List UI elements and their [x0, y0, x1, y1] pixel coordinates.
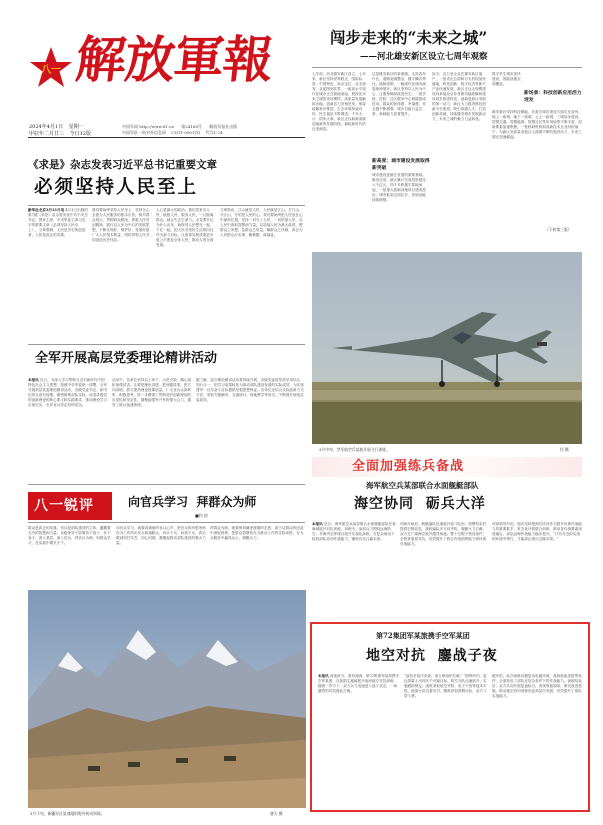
theory-byline: 本报讯	[28, 378, 39, 382]
army-body-col3: 据介绍，此次演练设置复杂电磁环境、夜间低能见度等条件，全面检验了部队在复杂条件下的作战能力。演练结束后，双方共同开展复盘检讨，查找短板弱项，研究改进措施，推动地空协同训练向更高层次发展，有效提升了部队实战能力。	[492, 674, 582, 698]
commentary-author: ■钧 宸	[195, 513, 209, 518]
lead-body-col4: 数字孪生城市加快建设，智能设施全面覆盖。	[492, 72, 521, 86]
commentary-body-col3: 拜群众为师，就要保持谦虚谨慎的态度，善于从群众的创造中汲取营养，把群众智慧转化为推动工作的实际举措，在为兵服务中赢得兵心、凝聚兵力。	[210, 526, 304, 540]
masthead-publisher: 解放军报社出版	[209, 124, 238, 129]
qiushi-dateline: 新华社北京3月31日电	[28, 208, 65, 212]
lead-continued: （下转第三版）	[545, 227, 572, 232]
qiushi-body-col4: 文章指出，江山就是人民，人民就是江山。打江山、守江山，守的是人民的心。我们要始终把人民放在心中最高位置，坚持一切为了人民、一切依靠人民，从人民中汲取智慧和力量，以造福人民为最大政绩，想群众之所想，急群众之所急，解群众之所难，真正为人民群众办实事、解难题、谋福祉。	[220, 208, 303, 237]
lead-body-col3: 如今，近万家企业在雄安新区落户，一批央企总部和分支机构加快落地，科技创新、数字经济等新兴产业快速发展，新区正从大规模建设向承接北京非首都功能疏解和建设同步推进转变。创新是新区发展的第一动力，新区大力推进科技创新平台建设，吸引高端人才，打造创新高地，持续激发城市发展新活力，未来之城的魅力日益彰显。	[432, 72, 486, 121]
lead-body-col1: 七年前，河北雄安新区设立。七年来，新区坚持世界眼光、国际标准、中国特色、高点定位，从无到有、从蓝图到实景，一座高水平现代化城市正在拔地而起，展现出未来之城的美好模样。高质量发展蹄疾步稳，创新活力竞相迸发，承接疏解有序推进，生态环境持续向好，民生福祉不断增进。千年大计、国家大事，新区正以崭新面貌迎接新的发展阶段，描绘新时代的壮美画卷。	[312, 72, 366, 131]
commentary-body-col2: 向官兵学习，就要真诚倾听官兵心声，把官兵的所思所盼作为工作的出发点和落脚点，问计于兵、问需于兵，真正做到同甘共苦、同心同德，凝聚起推动部队建设的强大力量。	[116, 526, 206, 545]
theory-body-col2: 活动中，各单位坚持以上率下、示范引领，精心组织备课试讲，注重把理论讲透、把问题讲准、把方向讲明，着力提高理论授课质量。广大官兵认真聆听、积极思考，进一步增强了贯彻党的创新理论的自觉性和坚定性，凝聚起强军兴军的强大合力，激发了练兵备战热情。	[112, 378, 192, 407]
masthead-lunar: 甲辰年二月廿三	[29, 131, 65, 137]
lead-title: 闯步走来的“未来之城”	[330, 28, 488, 47]
jet-caption: 3月中旬，空军航空兵某旅开展飞行训练。	[319, 447, 390, 452]
masthead	[0, 0, 305, 140]
masthead-code: 代号1-24	[205, 130, 223, 135]
masthead-date: 2024年4月1日	[29, 124, 64, 130]
lead-body-col2b: 城市建设是新区发展的重要基础。截至目前，新区累计完成投资超过六千亿元，四千多栋楼宇拔地而起，一批重大基础设施项目建成投用，城市框架全面拉开，发展动能持续增强。	[372, 173, 426, 202]
masthead-title: 解放軍報	[72, 30, 276, 89]
lead-body-col2: 这是雄安新区的新面貌。走进容东片区，道路宽阔整洁，楼宇鳞次栉比，绿树成荫，一幅现代化城市画卷徐徐展开。新区坚持以人民为中心，注重保障和改善民生，一批学校、医院、社区服务中心相继建成投用，群众的获得感、幸福感、安全感不断增强，城市功能日益完善，承载能力显著提升。	[372, 72, 426, 116]
navy-body-col3: 该部领导介绍，他们坚持把海空协同作为提升体系作战能力的重要抓手，常态化开展联合训练，推动各作战要素深度融合，部队远海作战能力稳步提升。“只有在近似实战的环境中摔打，才能真正练出过硬本领。”	[492, 522, 582, 541]
lead-subtitle: ——河北雄安新区设立七周年观察	[360, 52, 488, 62]
commentary-body-col1: 群众是真正的英雄。官兵是部队建设的主体，蕴藏着无穷的智慧和力量。各级领导干部要放下架子、扑下身子，深入基层、深入官兵，拜官兵为师，向群众学习，在实践中增长才干。	[28, 526, 111, 545]
commentary-label-text: 八一锐评	[34, 498, 94, 514]
qiushi-body-col2: 我们要始终坚持人民至上，坚持全心全意为人民服务的根本宗旨，树牢群众观点，贯彻群众路线，尊重人民首创精神，践行以人民为中心的发展思想，不断实现好、维护好、发展好最广大人民根本利益，团结带领人民共同创造历史伟业。	[92, 208, 150, 242]
navy-kicker: 海军航空兵某部联合水面舰艇部队	[366, 481, 479, 490]
navy-body-col1: 本报讯 近日，海军航空兵某部联合水面舰艇部队在某海域展开对抗训练。训练中，参训兵力围绕远海防空、对海突击等课目展开实战化演练，在复杂海况下检验部队协同作战能力，锤炼官兵打赢本领。	[312, 522, 396, 541]
qiushi-body-col1: 新华社北京3月31日电 4月1日出版的第7期《求是》杂志将发表中共中央总书记、国家主席、中央军委主席习近平的重要文章《必须坚持人民至上》。文章强调，人民是历史的创造者，人民是真正的英雄。	[28, 208, 88, 237]
army-byline: 本报讯	[318, 674, 329, 678]
army-kicker: 第72集团军某旅携手空军某团	[376, 631, 470, 640]
navy-body-col2: 训练开始后，舰艇编队迅速展开战斗队形，预警机实时提供空情信息，战机编队多方向突防，舰艇火力拦截，双方在广阔海空展开激烈角逐。整个过程不预设条件，全程背靠背对抗，有效提升了联合作战指挥能力和体系作战能力。	[400, 522, 487, 546]
mountain-convoy-graphic	[28, 590, 306, 808]
army-title: 地空对抗 鏖战子夜	[366, 648, 498, 664]
mountain-credit: 唐天 摄	[270, 811, 283, 816]
qiushi-body-col3: 人心是最大的政治。我们党来自人民、植根人民、服务人民，一旦脱离群众，就会失去生命力。全党要牢记为什么出发，始终同人民想在一起、干在一起，把人民对美好生活的向往作为奋斗目标，让改革发展成果更多更公平惠及全体人民，推动人的全面发展。	[156, 208, 214, 247]
qiushi-title: 必须坚持人民至上	[34, 177, 199, 198]
theory-title: 全军开展高层党委理论精讲活动	[35, 351, 218, 366]
commentary-label	[28, 492, 112, 520]
theory-body-col3: 据了解，此次理论精讲活动将持续开展，各级党委将坚持学用结合、知行合一，把学习成果转化为推动部队建设发展的实际成效，为实现建军一百年奋斗目标提供坚强思想保证。各单位还结合实际创新方式方法，采取专题辅导、交流研讨、现地教学等形式，不断提升理论武装质效。	[196, 378, 304, 402]
masthead-url: 中国军网 http://www.81.cn	[122, 124, 174, 129]
army-star-emblem-icon	[28, 45, 74, 91]
theory-body-col1: 本报讯 近日，为深入学习贯彻习近平新时代中国特色社会主义思想，按照中央军委统一部署，全军开展高层党委理论精讲活动。各级党委书记、副书记带头登台授课，紧密联系部队实际，讲清讲透党的创新理论的核心要义和实践要求，推动理论学习走深走实，引导官兵坚定信仰信念。	[28, 378, 108, 407]
lead-sub2-title: 新场景：科技创新应用活力迸发	[524, 90, 582, 103]
mountain-convoy-photo	[28, 590, 306, 808]
training-banner	[312, 457, 582, 477]
lead-sub1-title: 新高度：城市建设发展取得新突破	[372, 158, 430, 171]
commentary-title: 向官兵学习 拜群众为师	[128, 495, 257, 509]
masthead-issue: 第24188号	[181, 124, 202, 129]
masthead-cn: CN11-0001(Y)	[171, 130, 201, 135]
masthead-weekday: 星期一	[68, 124, 84, 130]
svg-text:八一: 八一	[41, 65, 61, 76]
army-body-col2: “敌机多批次来袭，请立即组织拦截！”指挥所内，雷达屏幕上出现多个可疑目标。防空分队迅速展开，实施跟踪锁定。战机采取低空突防、电子干扰等战术手段，地面分队沉着应对，精准识别真假目标，双方斗智斗勇。	[404, 674, 487, 698]
fighter-jet-photo-graphic	[312, 252, 582, 444]
masthead-pages: 今日12版	[69, 131, 91, 137]
masthead-sponsor: 中国军队一致对外信息网	[122, 130, 166, 135]
training-banner-text: 全面加强练兵备战	[352, 459, 465, 474]
fighter-jet-photo	[312, 252, 582, 444]
navy-title: 海空协同 砺兵大洋	[354, 496, 486, 512]
lead-body-col4b: 雄安新区坚持科技赋能，在数字城市建设方面走在前列。地上一座城，地下一座城，云上一座城，三城同步建设，智慧交通、智慧能源、智慧社区等应用场景不断丰富，创新要素加速集聚，一批科研机构和高新技术企业纷纷落户，为新区高质量发展注入源源不断的强劲动力，未来之城正加速崛起。	[492, 110, 582, 139]
army-body-col1: 本报讯 深夜时分，寒风凛冽。第72集团军某旅携手空军某团，在某陌生地域展开夜间地空对抗演练。随着一声令下，双方兵力迅速进入战斗状态，一场激烈的对抗就此打响。	[318, 674, 400, 693]
navy-byline: 本报讯	[312, 522, 323, 526]
mountain-caption: 3月下旬，新疆军区某部组织野外机动训练。	[30, 811, 105, 816]
qiushi-kicker: 《求是》杂志发表习近平总书记重要文章	[28, 159, 217, 171]
jet-credit: 付 摄	[560, 447, 569, 452]
